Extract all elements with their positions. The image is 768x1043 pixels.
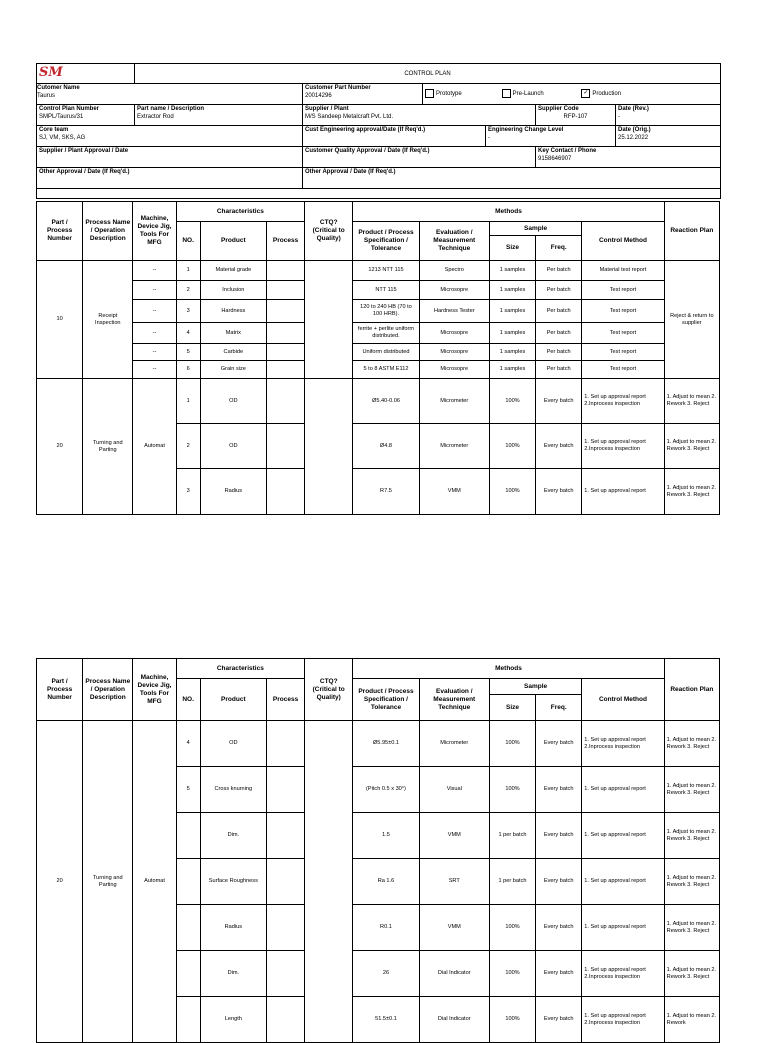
freq-cell: Every batch	[536, 997, 582, 1043]
machine-cell: --	[133, 361, 176, 379]
product-cell: Surface Roughness	[200, 859, 266, 905]
col-methods: Methods	[353, 202, 664, 222]
control-cell: Test report	[582, 323, 664, 344]
process-cell	[266, 323, 304, 344]
size-cell: 100%	[489, 469, 535, 515]
control-cell: Test report	[582, 281, 664, 300]
col-no: NO.	[176, 222, 200, 261]
col-size: Size	[490, 695, 536, 720]
col-process-name: Process Name / Operation Description	[83, 202, 133, 261]
col-size: Size	[490, 236, 536, 260]
checkbox-icon[interactable]	[425, 89, 434, 98]
process-cell	[266, 379, 304, 424]
product-cell: Hardness	[200, 300, 266, 323]
col-characteristics: Characteristics	[176, 202, 305, 222]
eval-cell: VMM	[419, 813, 489, 859]
process-cell	[266, 300, 304, 323]
col-ctq: CTQ? (Critical to Quality)	[305, 202, 353, 261]
no-cell: 3	[176, 469, 200, 515]
ctq-cell	[305, 261, 353, 379]
supplier-approval-label: Supplier / Plant Approval / Date	[39, 148, 129, 154]
option-prototype[interactable]: Prototype	[425, 89, 500, 98]
col-sample-group	[489, 679, 581, 721]
option-production[interactable]: ✓ Production	[583, 90, 622, 98]
checkbox-icon[interactable]	[502, 89, 511, 98]
machine-cell: Automat	[133, 379, 176, 515]
control-cell: Test report	[582, 344, 664, 361]
core-team-label: Core team	[39, 127, 69, 133]
process-cell	[266, 721, 304, 767]
product-cell: Length	[200, 997, 266, 1043]
no-cell: 2	[176, 424, 200, 469]
reaction-cell: 1. Adjust to mean 2. Rework 3. Reject	[664, 813, 719, 859]
size-cell: 100%	[489, 424, 535, 469]
col-no: NO.	[176, 679, 200, 721]
freq-cell: Per batch	[536, 300, 582, 323]
date-rev-label: Date (Rev.)	[618, 106, 649, 112]
spec-cell: 1213 NTT 115	[353, 261, 419, 281]
size-cell: 1 per batch	[489, 813, 535, 859]
eng-change-level: -	[488, 135, 490, 141]
size-cell: 1 samples	[489, 323, 535, 344]
reaction-cell: 1. Adjust to mean 2. Rework 3. Reject	[664, 951, 719, 997]
col-part-process: Part / Process Number	[37, 659, 83, 721]
control-cell: 1. Set up approval report 2.Inprocess inspection	[582, 424, 664, 469]
product-cell: Inclusion	[200, 281, 266, 300]
cust-quality-approval-label: Customer Quality Approval / Date (If Req'd.)	[305, 148, 430, 154]
eval-cell: Microsopre	[419, 344, 489, 361]
spec-cell: 26	[353, 951, 419, 997]
col-methods: Methods	[353, 659, 664, 679]
freq-cell: Every batch	[536, 469, 582, 515]
eval-cell: Micrometer	[419, 721, 489, 767]
process-cell	[266, 813, 304, 859]
process-cell	[266, 859, 304, 905]
machine-cell: Automat	[133, 721, 176, 1043]
process-cell	[266, 344, 304, 361]
date-orig: 25.12.2022	[618, 135, 649, 141]
no-cell: 5	[176, 767, 200, 813]
control-plan-number-label: Control Plan Number	[39, 106, 100, 112]
no-cell	[176, 905, 200, 951]
reaction-cell: 1. Adjust to mean 2. Rework 3. Reject	[664, 905, 719, 951]
control-plan-table-2	[36, 658, 720, 1043]
size-cell: 100%	[489, 997, 535, 1043]
col-reaction-plan: Reaction Plan	[664, 202, 719, 261]
freq-cell: Every batch	[536, 951, 582, 997]
eval-cell: Dial Indicator	[419, 951, 489, 997]
product-cell: Carbide	[200, 344, 266, 361]
col-product: Product	[200, 679, 266, 721]
size-cell: 100%	[489, 905, 535, 951]
spec-cell: 5 to 8 ASTM E112	[353, 361, 419, 379]
col-process-name: Process Name / Operation Description	[83, 659, 133, 721]
col-ctq: CTQ? (Critical to Quality)	[305, 659, 353, 721]
col-spec: Product / Process Specification / Tolerance	[353, 222, 419, 261]
product-cell: Cross knurning	[200, 767, 266, 813]
product-cell: Dim.	[200, 951, 266, 997]
process-cell	[266, 469, 304, 515]
size-cell: 1 samples	[489, 281, 535, 300]
freq-cell: Every batch	[536, 424, 582, 469]
eval-cell: Microsopre	[419, 281, 489, 300]
ctq-cell	[305, 379, 353, 515]
reaction-cell: 1. Adjust to mean 2. Rework 3. Reject	[664, 859, 719, 905]
control-cell: 1. Set up approval report	[582, 469, 664, 515]
control-cell: 1. Set up approval report	[582, 767, 664, 813]
process-name-cell: Turning and Parting	[83, 721, 133, 1043]
control-cell: 1. Set up approval report 2.Inprocess inspection	[582, 721, 664, 767]
no-cell	[176, 813, 200, 859]
process-name-cell: Turning and Parting	[83, 379, 133, 515]
machine-cell: --	[133, 281, 176, 300]
table-row	[37, 721, 720, 767]
freq-cell: Per batch	[536, 281, 582, 300]
part-number-cell: 20	[37, 379, 83, 515]
control-cell: 1. Set up approval report	[582, 813, 664, 859]
process-cell	[266, 424, 304, 469]
ctq-cell	[305, 721, 353, 1043]
table-row	[37, 361, 720, 379]
control-plan-header	[36, 63, 721, 199]
freq-cell: Per batch	[536, 344, 582, 361]
cust-eng-approval-label: Cust Engineering approval/Date (If Req'd.)	[305, 127, 426, 133]
spec-cell: 1.5	[353, 813, 419, 859]
company-logo: SM	[39, 64, 63, 80]
spec-cell: 120 to 240 HB (70 to 100 HRB).	[353, 300, 419, 323]
process-cell	[266, 361, 304, 379]
col-product: Product	[200, 222, 266, 261]
freq-cell: Every batch	[536, 767, 582, 813]
eng-change-label: Engineering Change Level	[488, 127, 564, 133]
freq-cell: Every batch	[536, 721, 582, 767]
col-process: Process	[266, 679, 304, 721]
col-sample: Sample	[490, 222, 581, 236]
no-cell: 5	[176, 344, 200, 361]
control-cell: Material test report	[582, 261, 664, 281]
part-name: Extractor Rod	[137, 114, 174, 120]
col-freq: Freq.	[550, 244, 567, 251]
machine-cell: --	[133, 300, 176, 323]
process-cell	[266, 905, 304, 951]
col-reaction-plan: Reaction Plan	[664, 659, 719, 721]
col-evaluation: Evaluation / Measurement Technique	[419, 679, 489, 721]
size-cell: 1 samples	[489, 361, 535, 379]
core-team: SJ, VM, SKS, AG	[39, 135, 86, 141]
no-cell: 4	[176, 323, 200, 344]
col-sample: Sample	[490, 679, 581, 695]
other-approval-label-2: Other Approval / Date (If Req'd.)	[305, 169, 396, 175]
no-cell	[176, 859, 200, 905]
col-control-method: Control Method	[582, 679, 664, 721]
process-cell	[266, 997, 304, 1043]
table-row	[37, 261, 720, 281]
col-evaluation: Evaluation / Measurement Technique	[419, 222, 489, 261]
machine-cell: --	[133, 261, 176, 281]
product-cell: OD	[200, 424, 266, 469]
size-cell: 1 samples	[489, 261, 535, 281]
eval-cell: VMM	[419, 905, 489, 951]
spec-cell: Ra 1.6	[353, 859, 419, 905]
reaction-cell: 1. Adjust to mean 2. Rework	[664, 997, 719, 1043]
table-row	[37, 323, 720, 344]
col-control-method: Control Method	[582, 222, 664, 261]
product-cell: Radius	[200, 905, 266, 951]
process-cell	[266, 951, 304, 997]
machine-cell: --	[133, 344, 176, 361]
product-cell: Radius	[200, 469, 266, 515]
size-cell: 100%	[489, 767, 535, 813]
option-pre-launch[interactable]: Pre-Launch	[502, 89, 580, 98]
control-cell: Test report	[582, 300, 664, 323]
plan-type-options	[423, 84, 721, 105]
table-row	[37, 281, 720, 300]
spec-cell: Ø5.40-0.06	[353, 379, 419, 424]
date-rev: -	[618, 114, 620, 120]
size-cell: 1 per batch	[489, 859, 535, 905]
checked-checkbox-icon[interactable]: ✓	[583, 90, 589, 97]
no-cell: 1	[176, 261, 200, 281]
customer-part-number: 20014296	[305, 93, 332, 99]
product-cell: OD	[200, 379, 266, 424]
spec-cell: R7.5	[353, 469, 419, 515]
reaction-cell: 1. Adjust to mean 2. Rework 3. Reject	[664, 379, 719, 424]
eval-cell: Micrometer	[419, 424, 489, 469]
control-cell: 1. Set up approval report 2.Inprocess inspection	[582, 997, 664, 1043]
reaction-cell: Reject & return to supplier	[664, 261, 719, 379]
freq-cell: Every batch	[536, 859, 582, 905]
freq-cell: Every batch	[536, 905, 582, 951]
col-part-process: Part / Process Number	[37, 202, 83, 261]
control-cell: Test report	[582, 361, 664, 379]
col-freq: Freq.	[550, 704, 567, 711]
eval-cell: Dial Indicator	[419, 997, 489, 1043]
part-name-label: Part name / Description	[137, 106, 205, 112]
control-cell: 1. Set up approval report	[582, 859, 664, 905]
size-cell: 1 samples	[489, 344, 535, 361]
no-cell: 6	[176, 361, 200, 379]
process-cell	[266, 281, 304, 300]
key-contact-label: Key Contact / Phone	[538, 148, 597, 154]
col-spec: Product / Process Specification / Tolerance	[353, 679, 419, 721]
size-cell: 100%	[489, 379, 535, 424]
control-plan-number: SMPL/Taurus/31	[39, 114, 84, 120]
control-plan-page-2	[36, 658, 720, 1043]
date-orig-label: Date (Orig.)	[618, 127, 651, 133]
eval-cell: VMM	[419, 469, 489, 515]
spec-cell: Ø4.8	[353, 424, 419, 469]
part-number-cell: 20	[37, 721, 83, 1043]
spec-cell: 51.5±0.1	[353, 997, 419, 1043]
control-cell: 1. Set up approval report 2.Inprocess inspection	[582, 379, 664, 424]
supplier-name: M/S Sandeep Metalcraft Pvt. Ltd.	[305, 114, 394, 120]
spec-cell: Ø5.95±0.1	[353, 721, 419, 767]
col-sample-group	[489, 222, 581, 261]
spec-cell: NTT 115	[353, 281, 419, 300]
eval-cell: Microsopre	[419, 361, 489, 379]
col-machine: Machine, Device Jig, Tools For MFG	[133, 202, 176, 261]
table-row	[37, 344, 720, 361]
eval-cell: Hardness Tester	[419, 300, 489, 323]
product-cell: Matrix	[200, 323, 266, 344]
spec-cell: (Pitch 0.5 x 30°)	[353, 767, 419, 813]
size-cell: 100%	[489, 721, 535, 767]
eval-cell: Micrometer	[419, 379, 489, 424]
freq-cell: Per batch	[536, 323, 582, 344]
product-cell: Grain size	[200, 361, 266, 379]
size-cell: 1 samples	[489, 300, 535, 323]
document-title: CONTROL PLAN	[135, 64, 721, 84]
reaction-cell: 1. Adjust to mean 2. Rework 3. Reject	[664, 721, 719, 767]
control-plan-page-1	[36, 63, 720, 515]
col-machine: Machine, Device Jig, Tools For MFG	[133, 659, 176, 721]
no-cell: 1	[176, 379, 200, 424]
freq-cell: Every batch	[536, 379, 582, 424]
no-cell: 4	[176, 721, 200, 767]
control-cell: 1. Set up approval report	[582, 905, 664, 951]
supplier-code-label: Supplier Code	[538, 106, 579, 112]
spec-cell: R0.1	[353, 905, 419, 951]
supplier-label: Supplier / Plant	[305, 106, 349, 112]
process-cell	[266, 767, 304, 813]
eval-cell: Microsopre	[419, 323, 489, 344]
eval-cell: Visual	[419, 767, 489, 813]
key-contact: 9158646907	[538, 156, 572, 162]
other-approval-label: Other Approval / Date (If Req'd.)	[39, 169, 130, 175]
customer-part-label: Customer Part Number	[305, 85, 371, 91]
no-cell	[176, 997, 200, 1043]
product-cell: Dim.	[200, 813, 266, 859]
no-cell: 3	[176, 300, 200, 323]
control-cell: 1. Set up approval report 2.Inprocess inspection	[582, 951, 664, 997]
reaction-cell: 1. Adjust to mean 2. Rework 3. Reject	[664, 424, 719, 469]
freq-cell: Per batch	[536, 361, 582, 379]
reaction-cell: 1. Adjust to mean 2. Rework 3. Reject	[664, 767, 719, 813]
size-cell: 100%	[489, 951, 535, 997]
spec-cell: ferrite + perlite uniform distributed.	[353, 323, 419, 344]
spec-cell: Uniform distributed	[353, 344, 419, 361]
freq-cell: Per batch	[536, 261, 582, 281]
col-process: Process	[266, 222, 304, 261]
customer-name: Taurus	[37, 93, 56, 99]
customer-name-label: Cutomer Name	[37, 85, 80, 91]
process-cell	[266, 261, 304, 281]
eval-cell: Spectro	[419, 261, 489, 281]
process-name-cell: Receipt Inspection	[83, 261, 133, 379]
part-number-cell: 10	[37, 261, 83, 379]
product-cell: OD	[200, 721, 266, 767]
freq-cell: Every batch	[536, 813, 582, 859]
col-characteristics: Characteristics	[176, 659, 305, 679]
machine-cell: --	[133, 323, 176, 344]
table-row	[37, 379, 720, 424]
control-plan-table-1	[36, 201, 720, 515]
eval-cell: SRT	[419, 859, 489, 905]
reaction-cell: 1. Adjust to mean 2. Rework 3. Reject	[664, 469, 719, 515]
no-cell: 2	[176, 281, 200, 300]
no-cell	[176, 951, 200, 997]
product-cell: Material grade	[200, 261, 266, 281]
supplier-code: RFP-107	[563, 114, 588, 120]
table-row	[37, 300, 720, 323]
